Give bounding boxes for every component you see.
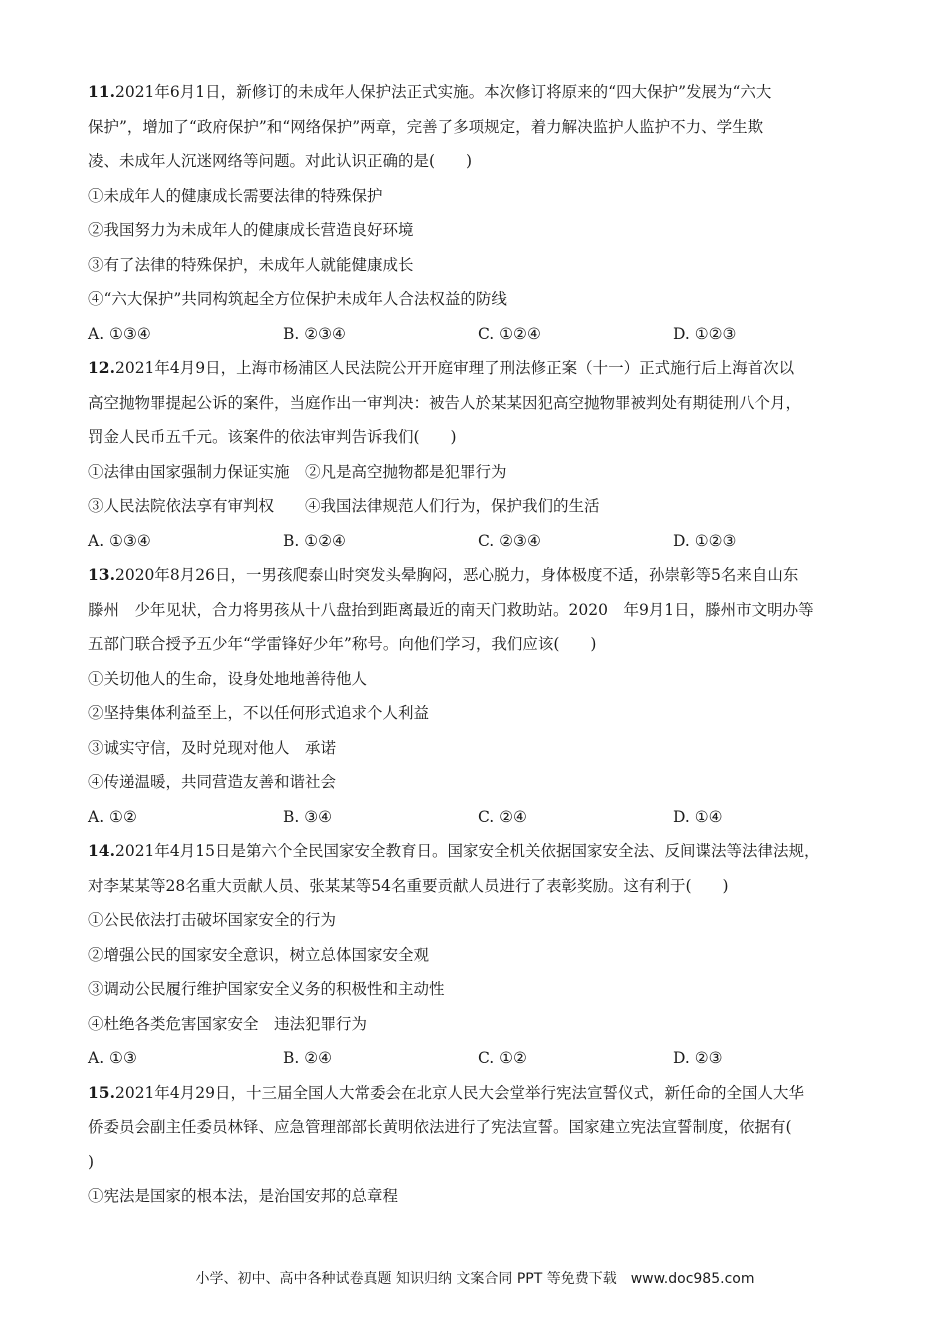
question-list — [88, 75, 868, 1214]
question-stem-line: 高空抛物罪提起公诉的案件，当庭作出一审判决：被告人於某某因犯高空抛物罪被判处有期徒刑八个月， — [88, 393, 802, 412]
answer-option: A. ①③④ — [88, 324, 151, 343]
statement-item: ②增强公民的国家安全意识，树立总体国家安全观 — [88, 945, 430, 964]
question-text: 2021年6月1日，新修订的未成年人保护法正式实施。本次修订将原来的“四大保护”发展为“六大 — [114, 83, 772, 101]
answer-options — [88, 317, 868, 352]
question-stem-first-line — [88, 1076, 868, 1111]
question-text: 2021年4月9日，上海市杨浦区人民法院公开开庭审理了刑法修正案（十一）正式施行后上海首次以 — [114, 359, 795, 377]
question-stem-first-line — [88, 834, 868, 869]
answer-option: B. ③④ — [283, 807, 333, 826]
answer-option: B. ①②④ — [283, 531, 346, 550]
statement-item: ①宪法是国家的根本法，是治国安邦的总章程 — [88, 1187, 399, 1205]
statement-item: ③调动公民履行维护国家安全义务的积极性和主动性 — [88, 980, 445, 998]
answer-option: A. ①③ — [88, 1049, 137, 1067]
statement-item: ③人民法院依法享有审判权 ④我国法律规范人们行为，保护我们的生活 — [88, 497, 600, 515]
answer-options — [88, 800, 868, 835]
statement-item: ③诚实守信，及时兑现对他人 承诺 — [88, 738, 337, 757]
answer-option: A. ①③④ — [88, 531, 151, 550]
question-number: 14. — [88, 841, 115, 860]
statement-item: ①未成年人的健康成长需要法律的特殊保护 — [88, 186, 383, 205]
question-block — [88, 75, 868, 351]
question-stem-first-line — [88, 558, 868, 593]
page-footer: 小学、初中、高中各种试卷真题 知识归纳 文案合同 PPT 等免费下载 www.doc985.com — [195, 1271, 755, 1287]
question-number: 12. — [88, 358, 115, 377]
answer-option: B. ②③④ — [283, 324, 346, 343]
question-text: 2020年8月26日，一男孩爬泰山时突发头晕胸闷，恶心脱力，身体极度不适，孙崇彰等5名来自山东 — [114, 566, 799, 584]
answer-option: C. ①② — [478, 1049, 527, 1067]
question-stem-line: 保护”，增加了“政府保护”和“网络保护”两章，完善了多项规定，着力解决监护人监护不力、学生欺 — [88, 117, 764, 136]
statement-item: ④“六大保护”共同构筑起全方位保护未成年人合法权益的防线 — [88, 290, 507, 308]
statement-item: ②我国努力为未成年人的健康成长营造良好环境 — [88, 221, 414, 239]
question-stem-line: ) — [88, 1152, 95, 1171]
question-text: 2021年4月15日是第六个全民国家安全教育日。国家安全机关依据国家安全法、反间谍法等法律法规， — [114, 842, 820, 860]
question-stem-line: 罚金人民币五千元。该案件的依法审判告诉我们( ) — [88, 428, 457, 446]
question-block — [88, 558, 868, 834]
statement-item: ④杜绝各类危害国家安全 违法犯罪行为 — [88, 1014, 368, 1033]
answer-options — [88, 1041, 868, 1076]
answer-option: D. ①④ — [673, 807, 723, 826]
question-block — [88, 834, 868, 1076]
statement-item: ②坚持集体利益至上，不以任何形式追求个人利益 — [88, 704, 430, 722]
statement-item: ①关切他人的生命，设身处地地善待他人 — [88, 669, 368, 688]
answer-options — [88, 524, 868, 559]
question-number: 11. — [88, 82, 115, 101]
question-number: 13. — [88, 565, 115, 584]
answer-option: B. ②④ — [283, 1049, 333, 1067]
statement-item: ①法律由国家强制力保证实施 ②凡是高空抛物都是犯罪行为 — [88, 462, 507, 481]
statement-item: ①公民依法打击破坏国家安全的行为 — [88, 911, 337, 929]
question-text: 2021年4月29日，十三届全国人大常委会在北京人民大会堂举行宪法宣誓仪式，新任命的全国人大华 — [114, 1083, 805, 1102]
question-stem-first-line — [88, 351, 868, 386]
statement-item: ③有了法律的特殊保护，未成年人就能健康成长 — [88, 255, 414, 274]
question-block — [88, 351, 868, 558]
answer-option: C. ②④ — [478, 807, 527, 826]
question-stem-line: 滕州 少年见状，合力将男孩从十八盘抬到距离最近的南天门救助站。2020 年9月1日，滕州市文明办等 — [88, 600, 814, 619]
answer-option: D. ①②③ — [673, 531, 737, 550]
answer-option: D. ②③ — [673, 1049, 723, 1067]
answer-option: C. ②③④ — [478, 531, 541, 550]
question-block — [88, 1076, 868, 1214]
question-stem-line: 五部门联合授予五少年“学雷锋好少年”称号。向他们学习，我们应该( ) — [88, 635, 597, 653]
statement-item: ④传递温暖，共同营造友善和谐社会 — [88, 773, 337, 791]
question-number: 15. — [88, 1082, 115, 1102]
answer-option: A. ①② — [88, 807, 137, 826]
answer-option: D. ①②③ — [673, 324, 737, 343]
answer-option: C. ①②④ — [478, 324, 541, 343]
question-stem-line: 对李某某等28名重大贡献人员、张某某等54名重要贡献人员进行了表彰奖励。这有利于( ) — [88, 876, 729, 895]
question-stem-line: 凌、未成年人沉迷网络等问题。对此认识正确的是( ) — [88, 152, 473, 170]
question-stem-first-line — [88, 75, 868, 110]
question-stem-line: 侨委员会副主任委员林铎、应急管理部部长黄明依法进行了宪法宣誓。国家建立宪法宣誓制度，依据有( — [88, 1118, 792, 1136]
